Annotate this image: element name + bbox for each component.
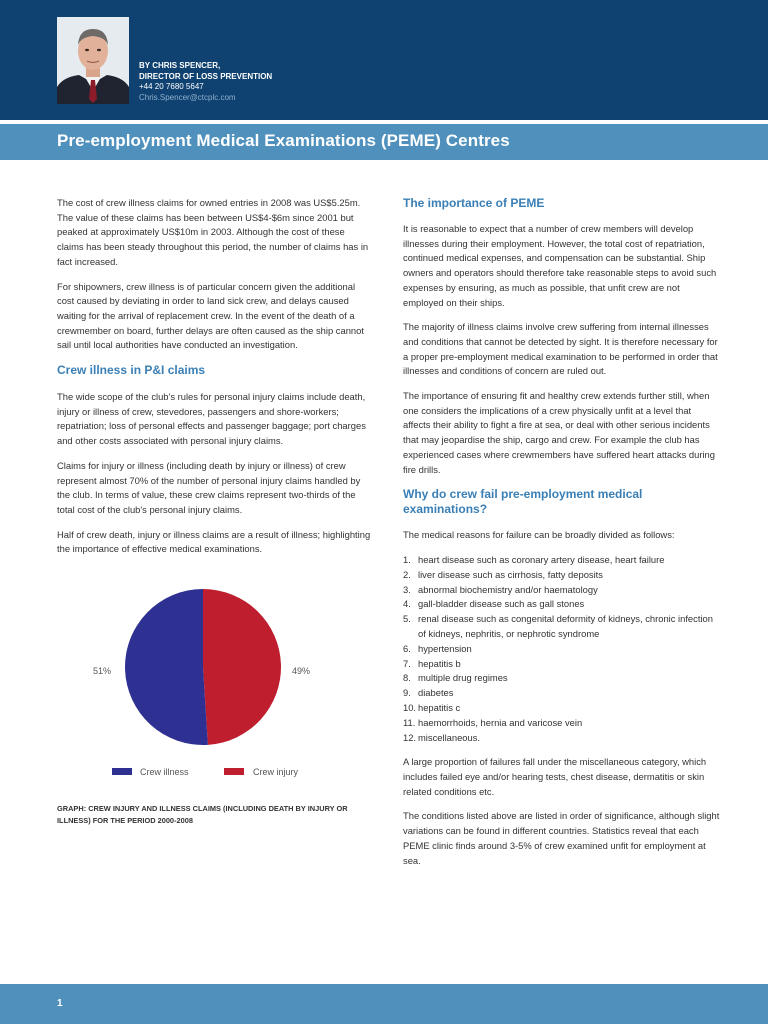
paragraph: The importance of ensuring fit and healthy crew extends further still, when one considers the implications of a crew physically unfit at a level that affects their ability to fight a fire at sea, or deal with other serious incidents that may jeopardise the ship, cargo and crew. For example the club has experienced cases where crewmembers have suffered heart attacks during fire drills. bbox=[403, 390, 715, 475]
reason-text: liver disease such as cirrhosis, fatty deposits bbox=[418, 568, 603, 580]
legend-swatch-crew-illness bbox=[112, 768, 132, 775]
page-number: 1 bbox=[57, 998, 63, 1009]
reason-text: hepatitis b bbox=[418, 657, 461, 669]
author-phone: +44 20 7680 5647 bbox=[139, 82, 204, 91]
reason-number: 11. bbox=[403, 716, 416, 728]
reason-item bbox=[403, 716, 721, 731]
reason-number: 6. bbox=[403, 642, 411, 654]
author-byline: BY CHRIS SPENCER, bbox=[139, 61, 221, 70]
slice-label-crew-injury: 49% bbox=[292, 666, 311, 676]
reason-item bbox=[403, 553, 721, 568]
paragraph: It is reasonable to expect that a number of crew members will develop illnesses during their employment. However, the total cost of repatriation, continued medical expenses, and compensation can be substantial. Ship owners and operators should therefore take reasonable steps to avoid such expenses by ensuring, as much as possible, that unfit crew are not employed on their ships. bbox=[403, 223, 717, 308]
reason-text: heart disease such as coronary artery disease, heart failure bbox=[418, 553, 665, 565]
reason-text: multiple drug regimes bbox=[418, 672, 508, 684]
legend-label-crew-illness: Crew illness bbox=[140, 767, 189, 777]
reason-item bbox=[403, 686, 721, 701]
paragraph: Claims for injury or illness (including death by injury or illness) of crew represent almost 70% of the number of personal injury claims handled by the club. In terms of value, these crew claims represent two-thirds of the total cost of the club's personal injury claims. bbox=[57, 459, 361, 515]
reason-item bbox=[403, 701, 721, 716]
chart-caption: GRAPH: CREW INJURY AND ILLNESS CLAIMS (INCLUDING DEATH BY INJURY OR ILLNESS) FOR THE PERIOD 2000-2008 bbox=[57, 804, 348, 825]
reason-item bbox=[403, 612, 721, 642]
paragraph: The conditions listed above are listed in order of significance, although slight variations can be found in different countries. Statistics reveal that each PEME clinic finds around 3-5% of crew examined unfit for employment at sea. bbox=[403, 810, 720, 866]
header-banner bbox=[0, 0, 768, 120]
title-banner bbox=[0, 124, 768, 160]
paragraph: The majority of illness claims involve crew suffering from internal illnesses and conditions that cannot be detected by sight. It is therefore necessary for a proper pre-employment medical examination to be performed in order that illnesses and conditions of concern are ruled out. bbox=[403, 321, 718, 377]
pie-slice-crew-injury bbox=[203, 589, 281, 745]
paragraph: The wide scope of the club's rules for personal injury claims include death, injury or illness of crew, stevedores, passengers and shore-workers; repatriation; loss of personal effects and passenger baggage; port charges and other costs associated with personal injury claims. bbox=[57, 391, 366, 447]
reason-text: miscellaneous. bbox=[418, 731, 481, 743]
pie-slice-crew-illness bbox=[125, 589, 208, 745]
reason-text: abnormal biochemistry and/or haematology bbox=[418, 583, 598, 595]
reason-text: haemorrhoids, hernia and varicose vein bbox=[418, 716, 583, 728]
author-role: DIRECTOR OF LOSS PREVENTION bbox=[139, 71, 273, 81]
reason-item bbox=[403, 657, 721, 672]
legend-label-crew-injury: Crew injury bbox=[253, 767, 299, 777]
reason-text: renal disease such as congenital deformity of kidneys, chronic infection of kidneys, nephritis, or nephrotic syndrome bbox=[418, 613, 713, 639]
reasons-list bbox=[403, 553, 721, 745]
reason-number: 1. bbox=[403, 553, 411, 565]
section-heading-why-fail: Why do crew fail pre-employment medical examinations? bbox=[403, 487, 643, 517]
reason-number: 7. bbox=[403, 657, 411, 669]
reason-number: 9. bbox=[403, 687, 411, 699]
paragraph: The cost of crew illness claims for owned entries in 2008 was US$5.25m. The value of these claims has been between US$4-$6m since 2001 but peaked at approximately US$10m in 2003. Although the cost of these claims has been steady throughout this period, the number of claims has in fact increased. bbox=[57, 197, 369, 267]
reason-item bbox=[403, 568, 721, 583]
reason-number: 10. bbox=[403, 701, 417, 713]
author-portrait-image bbox=[57, 17, 129, 104]
reason-text: hypertension bbox=[418, 642, 472, 654]
reason-text: gall-bladder disease such as gall stones bbox=[418, 598, 585, 610]
author-email[interactable]: Chris.Spencer@ctcplc.com bbox=[139, 92, 236, 102]
reason-item bbox=[403, 671, 721, 686]
reason-number: 12. bbox=[403, 731, 417, 743]
section-heading-importance: The importance of PEME bbox=[403, 196, 545, 210]
reason-number: 5. bbox=[403, 613, 411, 625]
reason-item bbox=[403, 583, 721, 598]
reason-number: 8. bbox=[403, 672, 411, 684]
paragraph: The medical reasons for failure can be broadly divided as follows: bbox=[403, 529, 675, 541]
reason-item bbox=[403, 597, 721, 612]
reason-item bbox=[403, 731, 721, 746]
reason-text: hepatitis c bbox=[418, 701, 461, 713]
paragraph: For shipowners, crew illness is of particular concern given the additional cost caused by deviating in order to land sick crew, and delays caused waiting for the arrival of replacement crew. In the event of the death of a crewmember on board, further delays are often caused as the ship cannot sail until local authorities have conducted an investigation. bbox=[57, 280, 364, 351]
paragraph: Half of crew death, injury or illness claims are a result of illness; highlighting the importance of effective medical examinations. bbox=[57, 528, 371, 555]
paragraph: A large proportion of failures fall under the miscellaneous category, which includes failed eye and/or hearing tests, chest disease, dermatitis or skin related conditions etc. bbox=[403, 756, 707, 797]
legend-swatch-crew-injury bbox=[224, 768, 244, 775]
section-heading-crew-illness: Crew illness in P&I claims bbox=[57, 363, 206, 378]
reason-item bbox=[403, 642, 721, 657]
footer-banner bbox=[0, 984, 768, 1024]
page-title: Pre-employment Medical Examinations (PEME) Centres bbox=[57, 131, 510, 150]
author-block bbox=[139, 61, 272, 103]
reason-text: diabetes bbox=[418, 687, 454, 699]
pie-chart bbox=[57, 580, 373, 800]
pie-chart-svg bbox=[57, 580, 373, 800]
left-column bbox=[57, 196, 373, 567]
reason-number: 3. bbox=[403, 583, 411, 595]
slice-label-crew-illness: 51% bbox=[93, 666, 112, 676]
reason-number: 2. bbox=[403, 568, 411, 580]
right-column bbox=[403, 196, 721, 878]
reason-number: 4. bbox=[403, 598, 411, 610]
author-photo bbox=[57, 17, 129, 104]
